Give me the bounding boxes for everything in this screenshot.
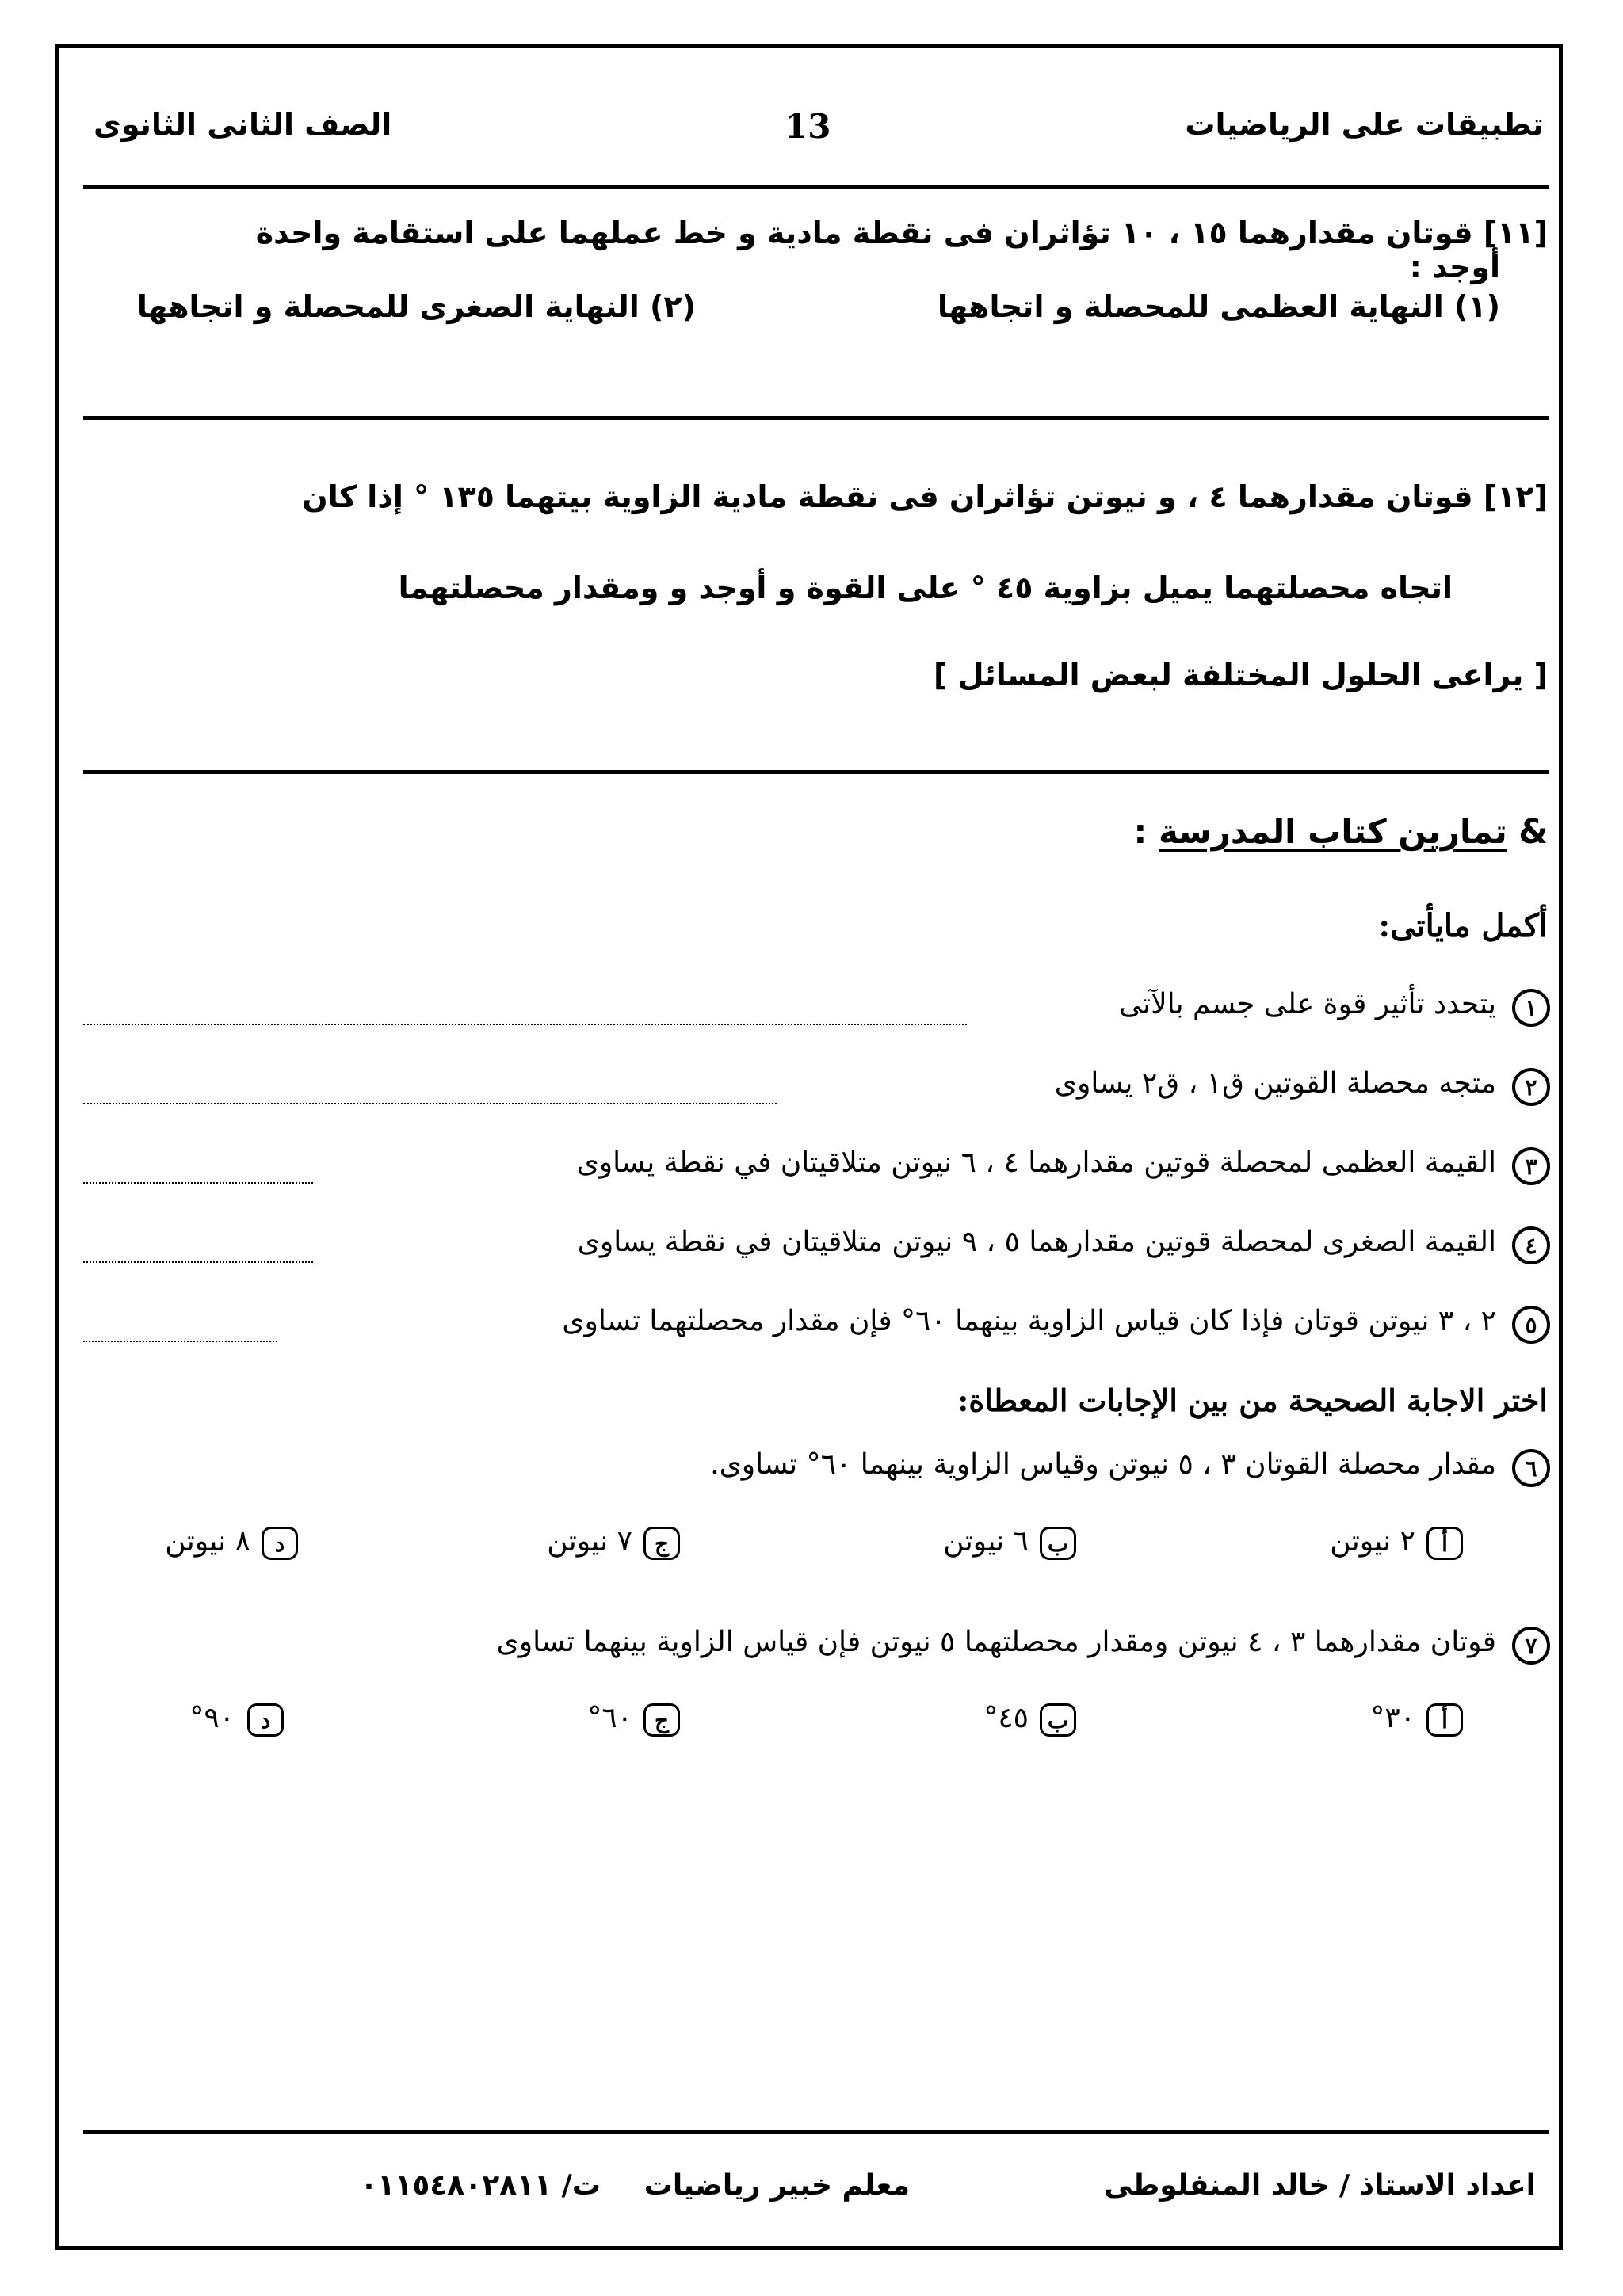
choice-question-6: مقدار محصلة القوتان ٣ ، ٥ نيوتن وقياس الزاوية بينهما ٦٠° تساوى. (710, 1448, 1496, 1481)
complete-item-4: القيمة الصغرى لمحصلة قوتين مقدارهما ٥ ، ٩ نيوتن متلاقيتان في نقطة يساوى (577, 1226, 1496, 1258)
footer-phone: ت/ ٠١١٥٤٨٠٢٨١١ (360, 2169, 601, 2202)
q7-option-b-label[interactable]: ب (1040, 1703, 1076, 1737)
complete-heading: أكمل مايأتى: (1378, 907, 1548, 944)
header-subject-title: تطبيقات على الرياضيات (1185, 107, 1544, 142)
footer-divider (83, 2130, 1549, 2134)
item-number-5: ٥ (1512, 1306, 1550, 1344)
q7-option-d-label[interactable]: د (247, 1703, 284, 1737)
q12-note: [ يراعى الحلول المختلفة لبعض المسائل ] (934, 658, 1548, 692)
q6-option-a-label[interactable]: أ (1426, 1527, 1463, 1560)
q6-option-a-text: ٢ نيوتن (1330, 1525, 1415, 1558)
item-number-3: ٣ (1512, 1147, 1550, 1185)
q7-option-a-text: ٣٠° (1370, 1702, 1415, 1734)
q12-divider (83, 770, 1549, 774)
answer-blank-1 (83, 1024, 967, 1025)
complete-item-2: متجه محصلة القوتين ق١ ، ق٢ يساوى (1054, 1067, 1496, 1100)
ampersand-symbol: & (1518, 812, 1548, 851)
q12-line1: [١٢] قوتان مقدارهما ٤ ، ﻭ نيوتن تؤاثران فى نقطة مادية الزاوية بيتهما ١٣٥ ° إذا كان (302, 479, 1548, 514)
header-divider (83, 185, 1549, 189)
answer-blank-5 (83, 1341, 277, 1342)
answer-blank-2 (83, 1103, 777, 1104)
q6-option-d-text: ٨ نيوتن (165, 1525, 250, 1558)
choose-heading: اختر الاجابة الصحيحة من بين الإجابات المعطاة: (957, 1383, 1548, 1418)
q11-line1: [١١] قوتان مقدارهما ١٥ ، ١٠ تؤاثران فى نقطة مادية و خط عملهما على استقامة واحدة (255, 215, 1548, 250)
item-number-6: ٦ (1512, 1449, 1550, 1487)
q6-option-c-text: ٧ نيوتن (547, 1525, 632, 1558)
item-number-1: ١ (1512, 989, 1550, 1027)
header-grade-title: الصف الثانى الثانوى (94, 107, 392, 142)
q6-option-c-label[interactable]: ج (643, 1527, 680, 1560)
school-exercises-heading (1134, 812, 1548, 851)
answer-blank-3 (83, 1182, 313, 1184)
choice-question-7: قوتان مقدارهما ٣ ، ٤ نيوتن ومقدار محصلتهما ٥ نيوتن فإن قياس الزاوية بينهما تساوى (496, 1626, 1496, 1658)
complete-item-5: ٢ ، ٣ نيوتن قوتان فإذا كان قياس الزاوية بينهما ٦٠° فإن مقدار محصلتهما تساوى (562, 1305, 1496, 1337)
school-exercises-title: تمارين كتاب المدرسة (1158, 812, 1507, 851)
item-number-7: ٧ (1512, 1627, 1550, 1665)
q6-option-d-label[interactable]: د (262, 1527, 298, 1560)
q12-line2: اتجاه محصلتهما يميل بزاوية ٤٥ ° على القوة ﻭ أوجد ﻭ ومقدار محصلتهما (398, 570, 1453, 605)
q6-option-b-label[interactable]: ب (1040, 1527, 1076, 1560)
complete-item-3: القيمة العظمى لمحصلة قوتين مقدارهما ٤ ، ٦ نيوتن متلاقيتان في نقطة يساوى (576, 1146, 1496, 1179)
q11-divider (83, 416, 1549, 420)
q11-part1: (١) النهاية العظمى للمحصلة و اتجاهها (937, 289, 1500, 324)
q7-option-d-text: ٩٠° (189, 1702, 235, 1734)
q7-option-b-text: ٤٥° (983, 1702, 1029, 1734)
item-number-2: ٢ (1512, 1068, 1550, 1106)
q7-option-c-label[interactable]: ج (643, 1703, 680, 1737)
q7-option-a-label[interactable]: أ (1426, 1703, 1463, 1737)
item-number-4: ٤ (1512, 1226, 1550, 1264)
heading-colon: : (1133, 812, 1148, 851)
complete-item-1: يتحدد تأثير قوة على جسم بالآتى (1119, 988, 1496, 1020)
footer-role: معلم خبير رياضيات (643, 2169, 910, 2202)
q11-part2: (٢) النهاية الصغرى للمحصلة و اتجاهها (136, 289, 696, 324)
q7-option-c-text: ٦٠° (587, 1702, 632, 1734)
footer-author: اعداد الاستاذ / خالد المنفلوطى (1103, 2169, 1536, 2202)
q11-find-label: أوجد : (1409, 250, 1500, 284)
q6-option-b-text: ٦ نيوتن (943, 1525, 1029, 1558)
answer-blank-4 (83, 1261, 313, 1263)
page-number: 13 (785, 107, 831, 146)
